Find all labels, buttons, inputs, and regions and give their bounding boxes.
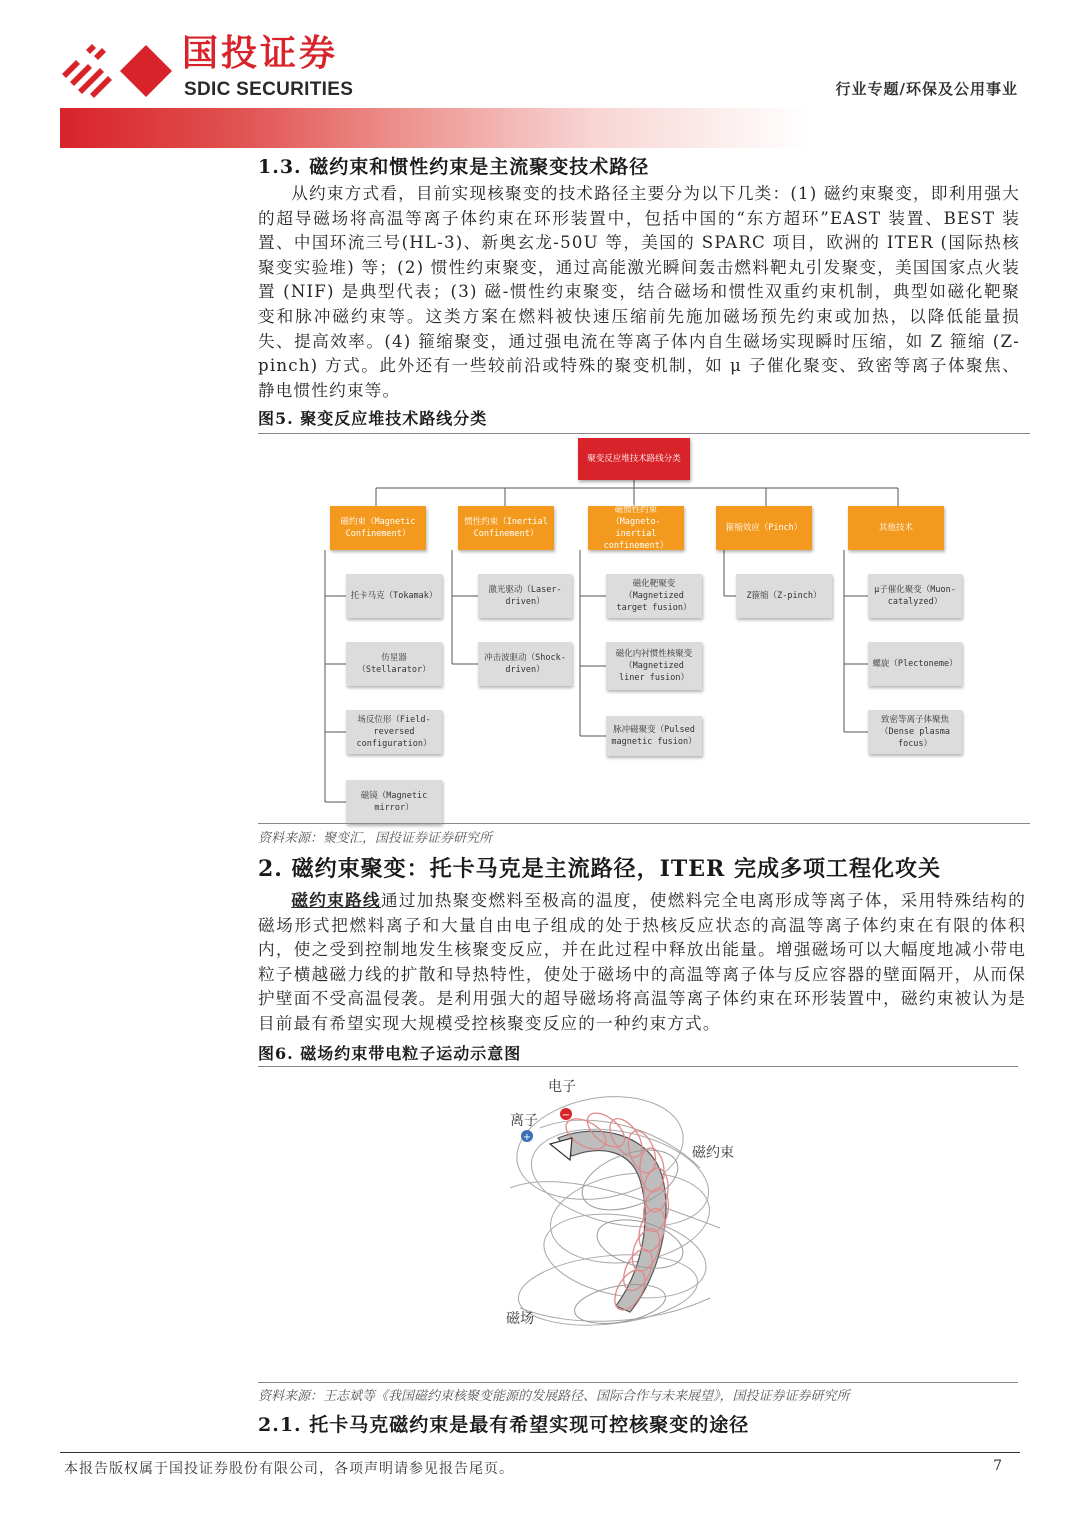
category-magnetic-confinement: 磁约束（Magnetic Confinement）	[330, 506, 426, 550]
report-category: 行业专题/环保及公用事业	[835, 80, 1018, 98]
brand-logo-icon	[58, 40, 176, 102]
leaf-shock-driven: 冲击波驱动（Shock-driven）	[478, 642, 572, 686]
brand-name-cn: 国投证券	[182, 33, 339, 74]
figure-5-source: 资料来源：聚变汇，国投证券证券研究所	[258, 831, 493, 846]
label-ion: 离子	[510, 1113, 538, 1129]
category-inertial-confinement: 惯性约束（Inertial Confinement）	[458, 506, 554, 550]
section-2-body: 通过加热聚变燃料至极高的温度，使燃料完全电离形成等离子体，采用特殊结构的磁场形式把燃料离子和大量自由电子组成的处于热核反应状态的高温等离子体约束在有限的体积内，使之受到控制地发生核聚变反应，并在此过程中释放出能量。增强磁场可以大幅度地减小带电粒子横越磁力线的扩散和导热特性，使处于磁场中的高温等离子体与反应容器的壁面隔开，从而保护壁面不受高温侵袭。是利用强大的超导磁场将高温等离子体约束在环形装置中，磁约束被认为是目前最有希望实现大规模受控核聚变反应的一种约束方式。	[258, 891, 1027, 1033]
section-2-paragraph	[258, 888, 1026, 1037]
category-pinch: 箍缩效应（Pinch）	[716, 506, 812, 550]
footer-disclaimer: 本报告版权属于国投证券股份有限公司，各项声明请参见报告尾页。	[64, 1461, 514, 1477]
figure-6-diagram	[480, 1068, 780, 1340]
footer-rule	[60, 1452, 1020, 1453]
figure-5-flowchart	[258, 436, 1030, 822]
figure-5-top-rule	[258, 433, 1030, 434]
section-heading-2-1: 2.1. 托卡马克磁约束是最有希望实现可控核聚变的途径	[258, 1414, 750, 1436]
leaf-stellarator: 仿星器（Stellarator）	[346, 642, 442, 686]
category-magneto-inertial: 磁惯性约束（Magneto-inertial confinement）	[588, 506, 684, 550]
electron-charge-icon: −	[561, 1110, 571, 1121]
section-1-3-paragraph: 从约束方式看，目前实现核聚变的技术路径主要分为以下几类：(1) 磁约束聚变，即利用强大的超导磁场将高温等离子体约束在环形装置中，包括中国的“东方超环”EAST 装置、BEST 装置、中国环流三号(HL-3)、新奥玄龙-50U 等，美国的 SPARC 项目，欧洲的 ITER (国际热核聚变实验堆) 等；(2) 惯性约束聚变，通过高能激光瞬间轰击燃料靶丸引发聚变，美国国家点火装置 (NIF) 是典型代表；(3) 磁-惯性约束聚变，结合磁场和惯性双重约束机制，典型如磁化靶聚变和脉冲磁约束等。这类方案在燃料被快速压缩前先施加磁场预先约束或加热，以降低能量损失、提高效率。(4) 箍缩聚变，通过强电流在等离子体内自生磁场实现瞬时压缩，如 Z 箍缩 (Z-pinch) 方式。此外还有一些较前沿或特殊的聚变机制，如 μ 子催化聚变、致密等离子体聚焦、静电惯性约束等。	[258, 184, 1020, 400]
label-magnetic-field: 磁场	[506, 1311, 534, 1327]
brand-name-en: SDIC SECURITIES	[184, 79, 354, 100]
beam-arrow-icon	[550, 1138, 572, 1160]
leaf-field-reversed: 场反位形（Field-reversed configuration）	[346, 710, 442, 754]
figure-5-title: 图5. 聚变反应堆技术路线分类	[258, 409, 488, 428]
ion-charge-icon: +	[522, 1132, 532, 1143]
header-banner	[60, 108, 1020, 148]
leaf-z-pinch: Z箍缩（Z-pinch）	[736, 574, 832, 618]
leaf-laser-driven: 激光驱动（Laser-driven）	[478, 574, 572, 618]
flowchart-root-box: 聚变反应堆技术路线分类	[578, 438, 690, 480]
figure-6-source: 资料来源：王志斌等《我国磁约束核聚变能源的发展路径、国际合作与未来展望》，国投证券证券研究所	[258, 1389, 850, 1404]
figure-6-bottom-rule	[258, 1382, 1018, 1383]
section-heading-2: 2. 磁约束聚变：托卡马克是主流路径，ITER 完成多项工程化攻关	[258, 856, 942, 882]
figure-6-top-rule	[258, 1066, 1018, 1067]
flowchart-connectors	[258, 436, 1030, 822]
label-magnetic-beam: 磁约束	[692, 1145, 734, 1161]
leaf-muon-catalyzed: μ子催化聚变（Muon-catalyzed）	[868, 574, 962, 618]
figure-6-title: 图6. 磁场约束带电粒子运动示意图	[258, 1044, 522, 1063]
leaf-magnetic-mirror: 磁镜（Magnetic mirror）	[346, 780, 442, 824]
leaf-magnetized-liner: 磁化内衬惯性核聚变（Magnetized liner fusion）	[606, 642, 702, 690]
section-2-keyword: 磁约束路线	[291, 890, 381, 910]
leaf-magnetized-target: 磁化靶聚变（Magnetized target fusion）	[606, 574, 702, 618]
leaf-pulsed-magnetic: 脉冲磁聚变（Pulsed magnetic fusion）	[606, 716, 702, 756]
section-heading-1-3: 1.3. 磁约束和惯性约束是主流聚变技术路径	[258, 156, 650, 178]
figure-5-bottom-rule	[258, 823, 1030, 824]
label-electron: 电子	[548, 1079, 576, 1095]
category-other-tech: 其他技术	[848, 506, 944, 550]
leaf-plectoneme: 螺旋（Plectoneme）	[868, 642, 962, 686]
leaf-dense-plasma-focus: 致密等离子体聚焦（Dense plasma focus）	[868, 710, 962, 754]
page-number: 7	[993, 1458, 1002, 1474]
leaf-tokamak: 托卡马克（Tokamak）	[346, 574, 442, 618]
